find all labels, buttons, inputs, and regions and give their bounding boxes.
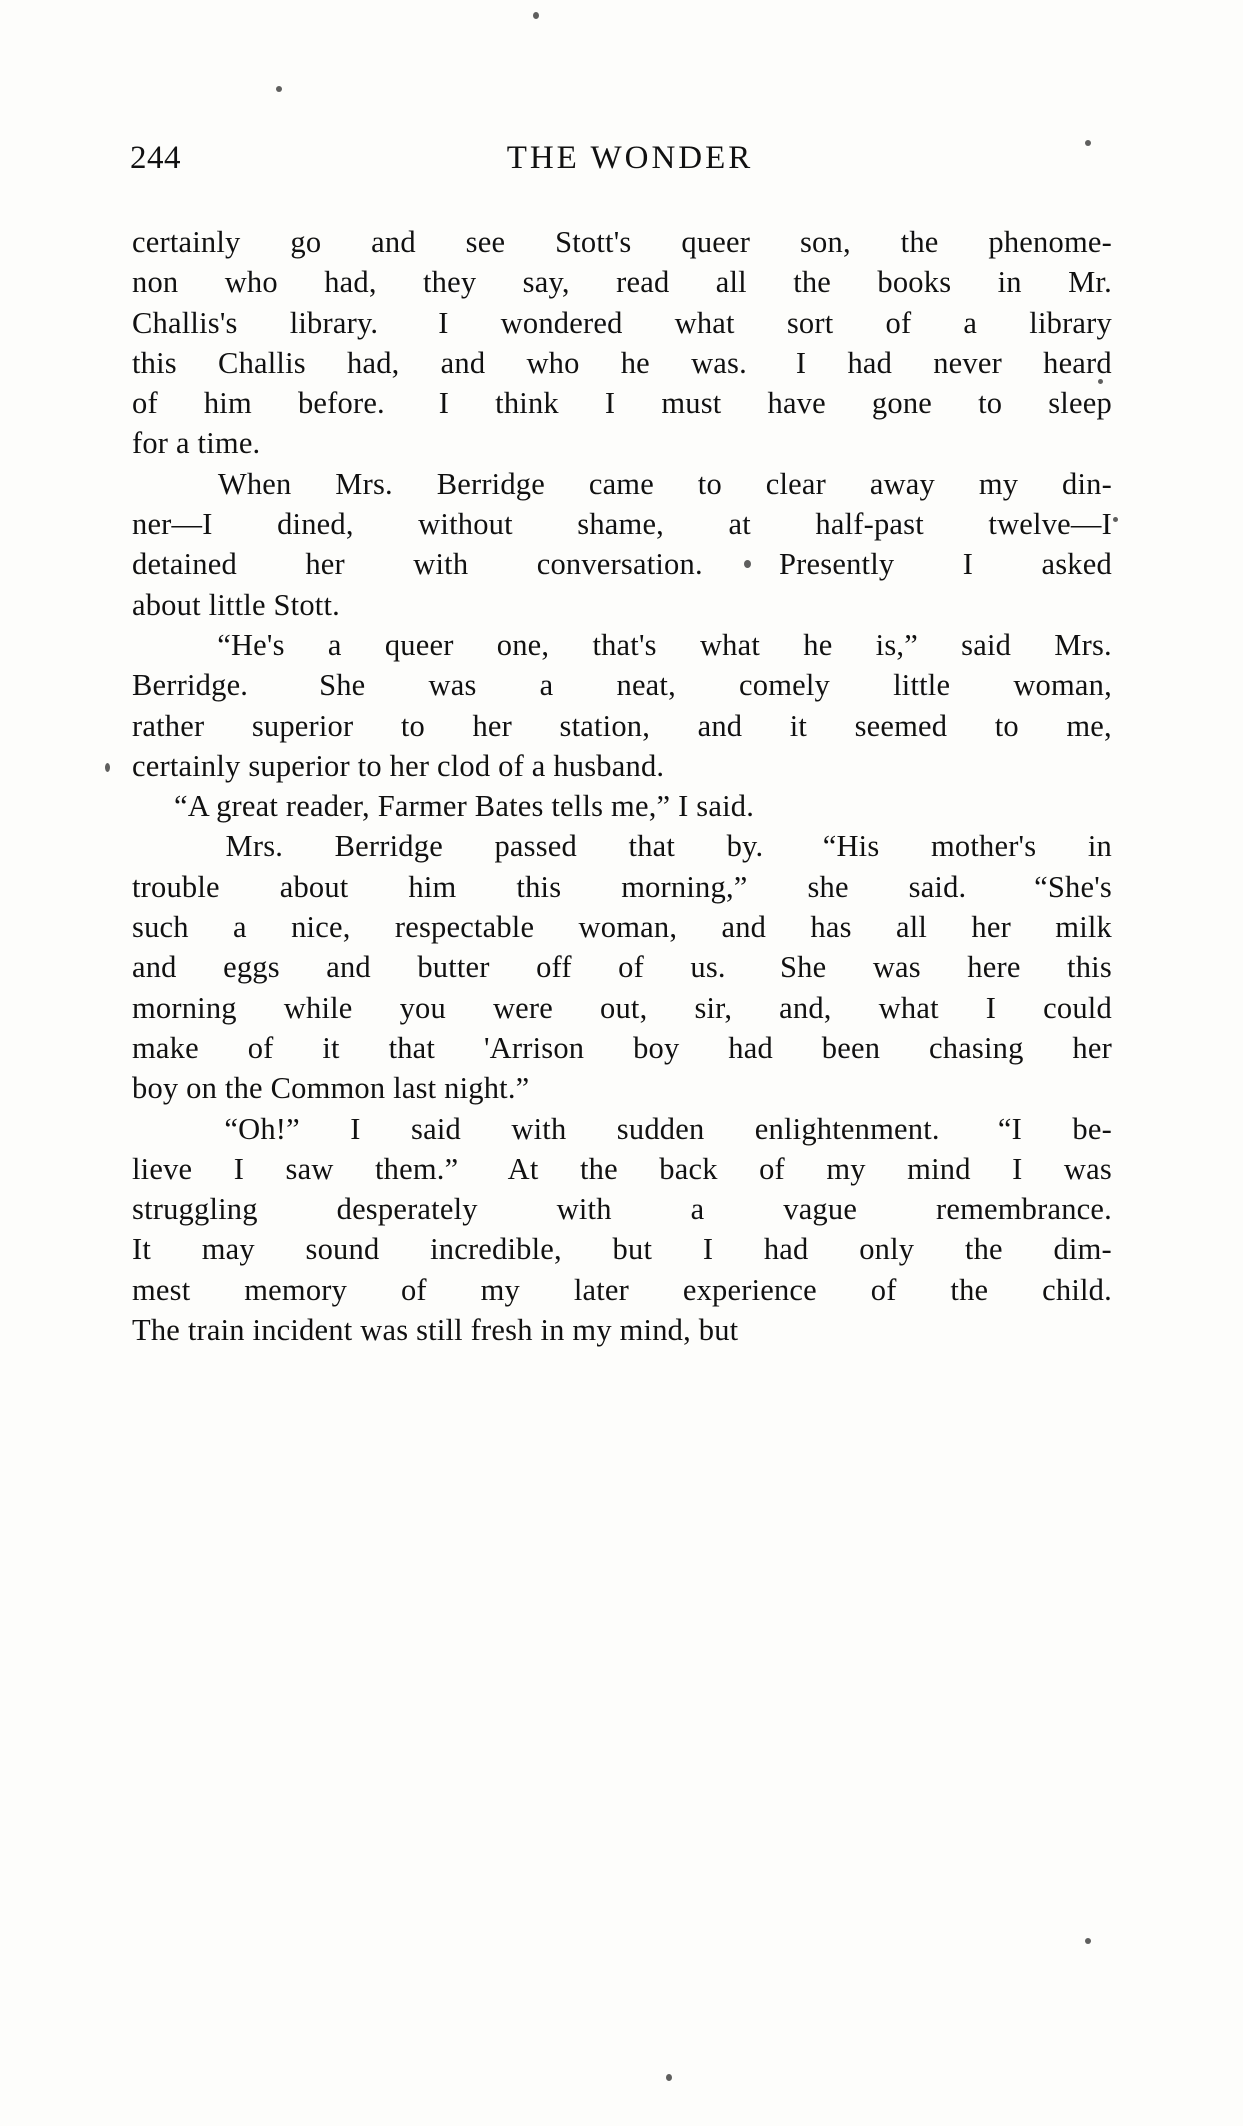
- text-line: ner—I dined, without shame, at half-past twelve—I: [132, 507, 1112, 542]
- paragraph-indent: [132, 826, 174, 866]
- text-line: Challis's library. I wondered what sort of a library: [132, 305, 1112, 340]
- paragraph: [132, 826, 1112, 1108]
- paragraph-indent: [132, 1109, 174, 1149]
- paragraph-indent: [132, 625, 174, 665]
- paragraph: [132, 464, 1112, 625]
- text-line: lieve I saw them.” At the back of my mind I was: [132, 1151, 1112, 1186]
- scan-speck: [666, 2074, 672, 2081]
- paragraph: [132, 625, 1112, 786]
- text-line: struggling desperately with a vague remembrance.: [132, 1192, 1112, 1227]
- text-line: detained her with conversation. Presently I asked: [132, 547, 1112, 582]
- scan-speck: [1085, 1938, 1091, 1944]
- text-line: such a nice, respectable woman, and has all her milk: [132, 910, 1112, 945]
- body-text: [132, 222, 1112, 1350]
- text-line: morning while you were out, sir, and, what I could: [132, 990, 1112, 1025]
- text-line: make of it that 'Arrison boy had been chasing her: [132, 1030, 1112, 1065]
- text-line: and eggs and butter off of us. She was here this: [132, 950, 1112, 985]
- text-line: “Oh!” I said with sudden enlightenment. “I be-: [132, 1109, 1112, 1149]
- text-line: non who had, they say, read all the books in Mr.: [132, 265, 1112, 300]
- paragraph: [132, 786, 1112, 826]
- text-line: this Challis had, and who he was. I had never heard: [132, 345, 1112, 380]
- text-line: Mrs. Berridge passed that by. “His mother's in: [132, 826, 1112, 866]
- text-line: for a time.: [132, 426, 261, 461]
- text-line: “A great reader, Farmer Bates tells me,” I said.: [174, 789, 755, 824]
- text-line: Berridge. She was a neat, comely little woman,: [132, 668, 1112, 703]
- paragraph: [132, 1109, 1112, 1351]
- running-head: THE WONDER: [506, 140, 754, 176]
- text-line: trouble about him this morning,” she said. “She's: [132, 869, 1112, 904]
- scan-speck: [105, 763, 110, 772]
- paragraph: [132, 222, 1112, 464]
- text-line: about little Stott.: [132, 587, 340, 622]
- scan-speck: [533, 12, 539, 19]
- page-number: 244: [130, 140, 181, 176]
- paragraph-indent: [132, 464, 174, 504]
- text-line: It may sound incredible, but I had only the dim-: [132, 1232, 1112, 1267]
- scan-speck: [276, 86, 282, 92]
- text-line: When Mrs. Berridge came to clear away my din-: [132, 464, 1112, 504]
- text-line: “He's a queer one, that's what he is,” said Mrs.: [132, 625, 1112, 665]
- page-header: [130, 140, 1130, 186]
- text-line: rather superior to her station, and it seemed to me,: [132, 708, 1112, 743]
- text-line: of him before. I think I must have gone to sleep: [132, 386, 1112, 421]
- scan-speck: [1113, 517, 1118, 522]
- text-line: certainly go and see Stott's queer son, the phenome-: [132, 225, 1112, 259]
- text-line: The train incident was still fresh in my mind, but: [132, 1313, 739, 1348]
- text-line: mest memory of my later experience of the child.: [132, 1272, 1112, 1307]
- text-line: boy on the Common last night.”: [132, 1071, 530, 1106]
- text-line: certainly superior to her clod of a husband.: [132, 748, 665, 783]
